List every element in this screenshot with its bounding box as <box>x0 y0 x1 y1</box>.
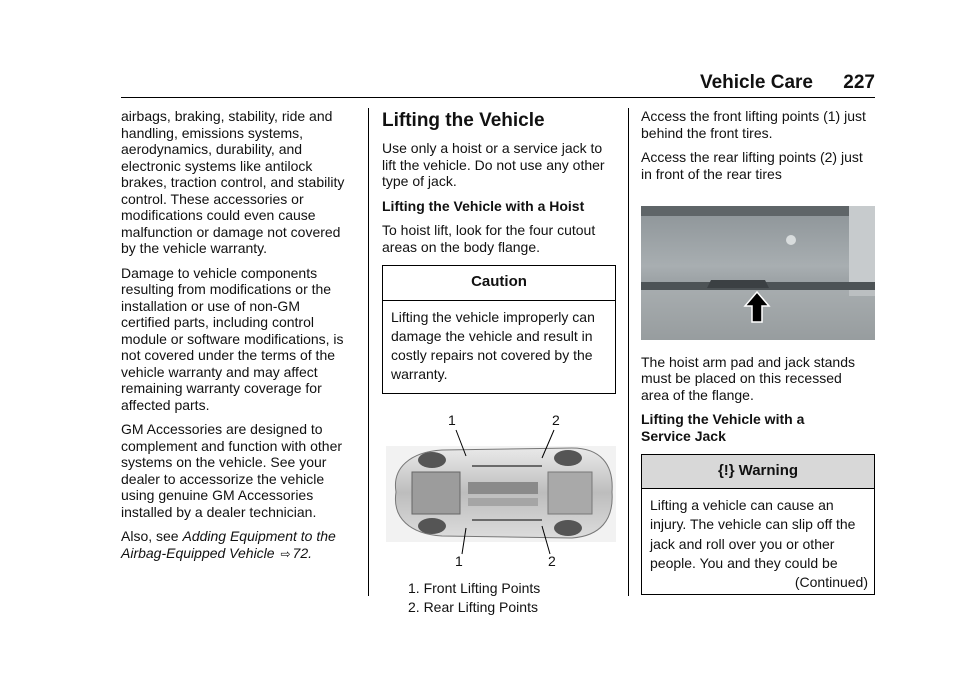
paragraph-see-also <box>121 528 359 562</box>
column-divider-1 <box>368 108 369 596</box>
warning-header <box>642 455 874 489</box>
warning-icon: {!} <box>717 462 735 479</box>
caution-box <box>382 265 616 394</box>
callout-front-top: 1 <box>448 411 456 428</box>
column-divider-2 <box>628 108 629 596</box>
paragraph-hoist-or-jack: Use only a hoist or a service jack to lift the vehicle. Do not use any other type of jack. <box>382 140 605 189</box>
warning-continued: (Continued) <box>794 573 868 590</box>
header-title: Vehicle Care <box>699 72 813 93</box>
subhead-hoist: Lifting the Vehicle with a Hoist <box>382 197 585 214</box>
see-also-prefix: Also, see <box>121 528 183 544</box>
legend-item: 1. Front Lifting Points <box>408 579 541 596</box>
lifting-points-diagram <box>382 411 618 570</box>
paragraph-accessories-systems: airbags, braking, stability, ride and handling, emissions systems, aerodynamics, durability, and electronic systems like antilock brakes, traction control, and stability control. These accessories or modifications could even cause malfunction or damage not covered by the vehicle warranty. <box>121 108 345 256</box>
column-3 <box>641 108 877 595</box>
callout-rear-bottom: 2 <box>548 552 556 569</box>
callout-rear-top: 2 <box>552 411 560 428</box>
caution-title: Caution <box>383 266 615 301</box>
diagram-legend <box>382 580 618 616</box>
page-reference-icon: ⇨ <box>280 546 291 561</box>
header-rule <box>121 97 875 98</box>
page-number: 227 <box>843 72 875 93</box>
column-1 <box>121 108 359 570</box>
callout-front-bottom: 1 <box>455 552 463 569</box>
paragraph-rear-points: Access the rear lifting points (2) just in front of the rear tires <box>641 149 863 182</box>
legend-item: 2. Rear Lifting Points <box>408 599 538 615</box>
body-flange-photo <box>641 206 875 340</box>
warning-body: Lifting a vehicle can cause an injury. The vehicle can slip off the jack and roll over you or other people. You and they could be <box>650 496 856 571</box>
paragraph-front-points: Access the front lifting points (1) just behind the front tires. <box>641 108 866 141</box>
warning-title: Warning <box>738 462 799 479</box>
paragraph-cutout-areas: To hoist lift, look for the four cutout areas on the body flange. <box>382 222 596 255</box>
paragraph-hoist-arm-pad: The hoist arm pad and jack stands must be placed on this recessed area of the flange. <box>641 353 856 403</box>
subhead-service-jack: Lifting the Vehicle with a Service Jack <box>641 411 805 444</box>
warning-box <box>641 454 875 595</box>
column-2 <box>382 108 618 619</box>
caution-body: Lifting the vehicle improperly can damage the vehicle and result in costly repairs not covered by the warranty. <box>391 308 595 382</box>
page-header <box>121 72 875 98</box>
vehicle-underbody-illustration <box>382 420 618 570</box>
see-also-page[interactable]: 72. <box>292 544 313 561</box>
section-title: Lifting the Vehicle <box>382 110 545 131</box>
see-also-link[interactable]: Adding Equipment to the Airbag-Equipped Vehicle <box>121 528 336 561</box>
paragraph-damage-warranty: Damage to vehicle components resulting from modifications or the installation or use of non-GM certified parts, including control module or software modifications, is not covered under the terms of the vehicle warranty and may affect remaining warranty coverage for affected parts. <box>121 264 344 413</box>
paragraph-gm-accessories: GM Accessories are designed to complement and function with other systems on the vehicle. See your dealer to accessorize the vehicle using genuine GM Accessories installed by a dealer technician. <box>121 421 343 520</box>
